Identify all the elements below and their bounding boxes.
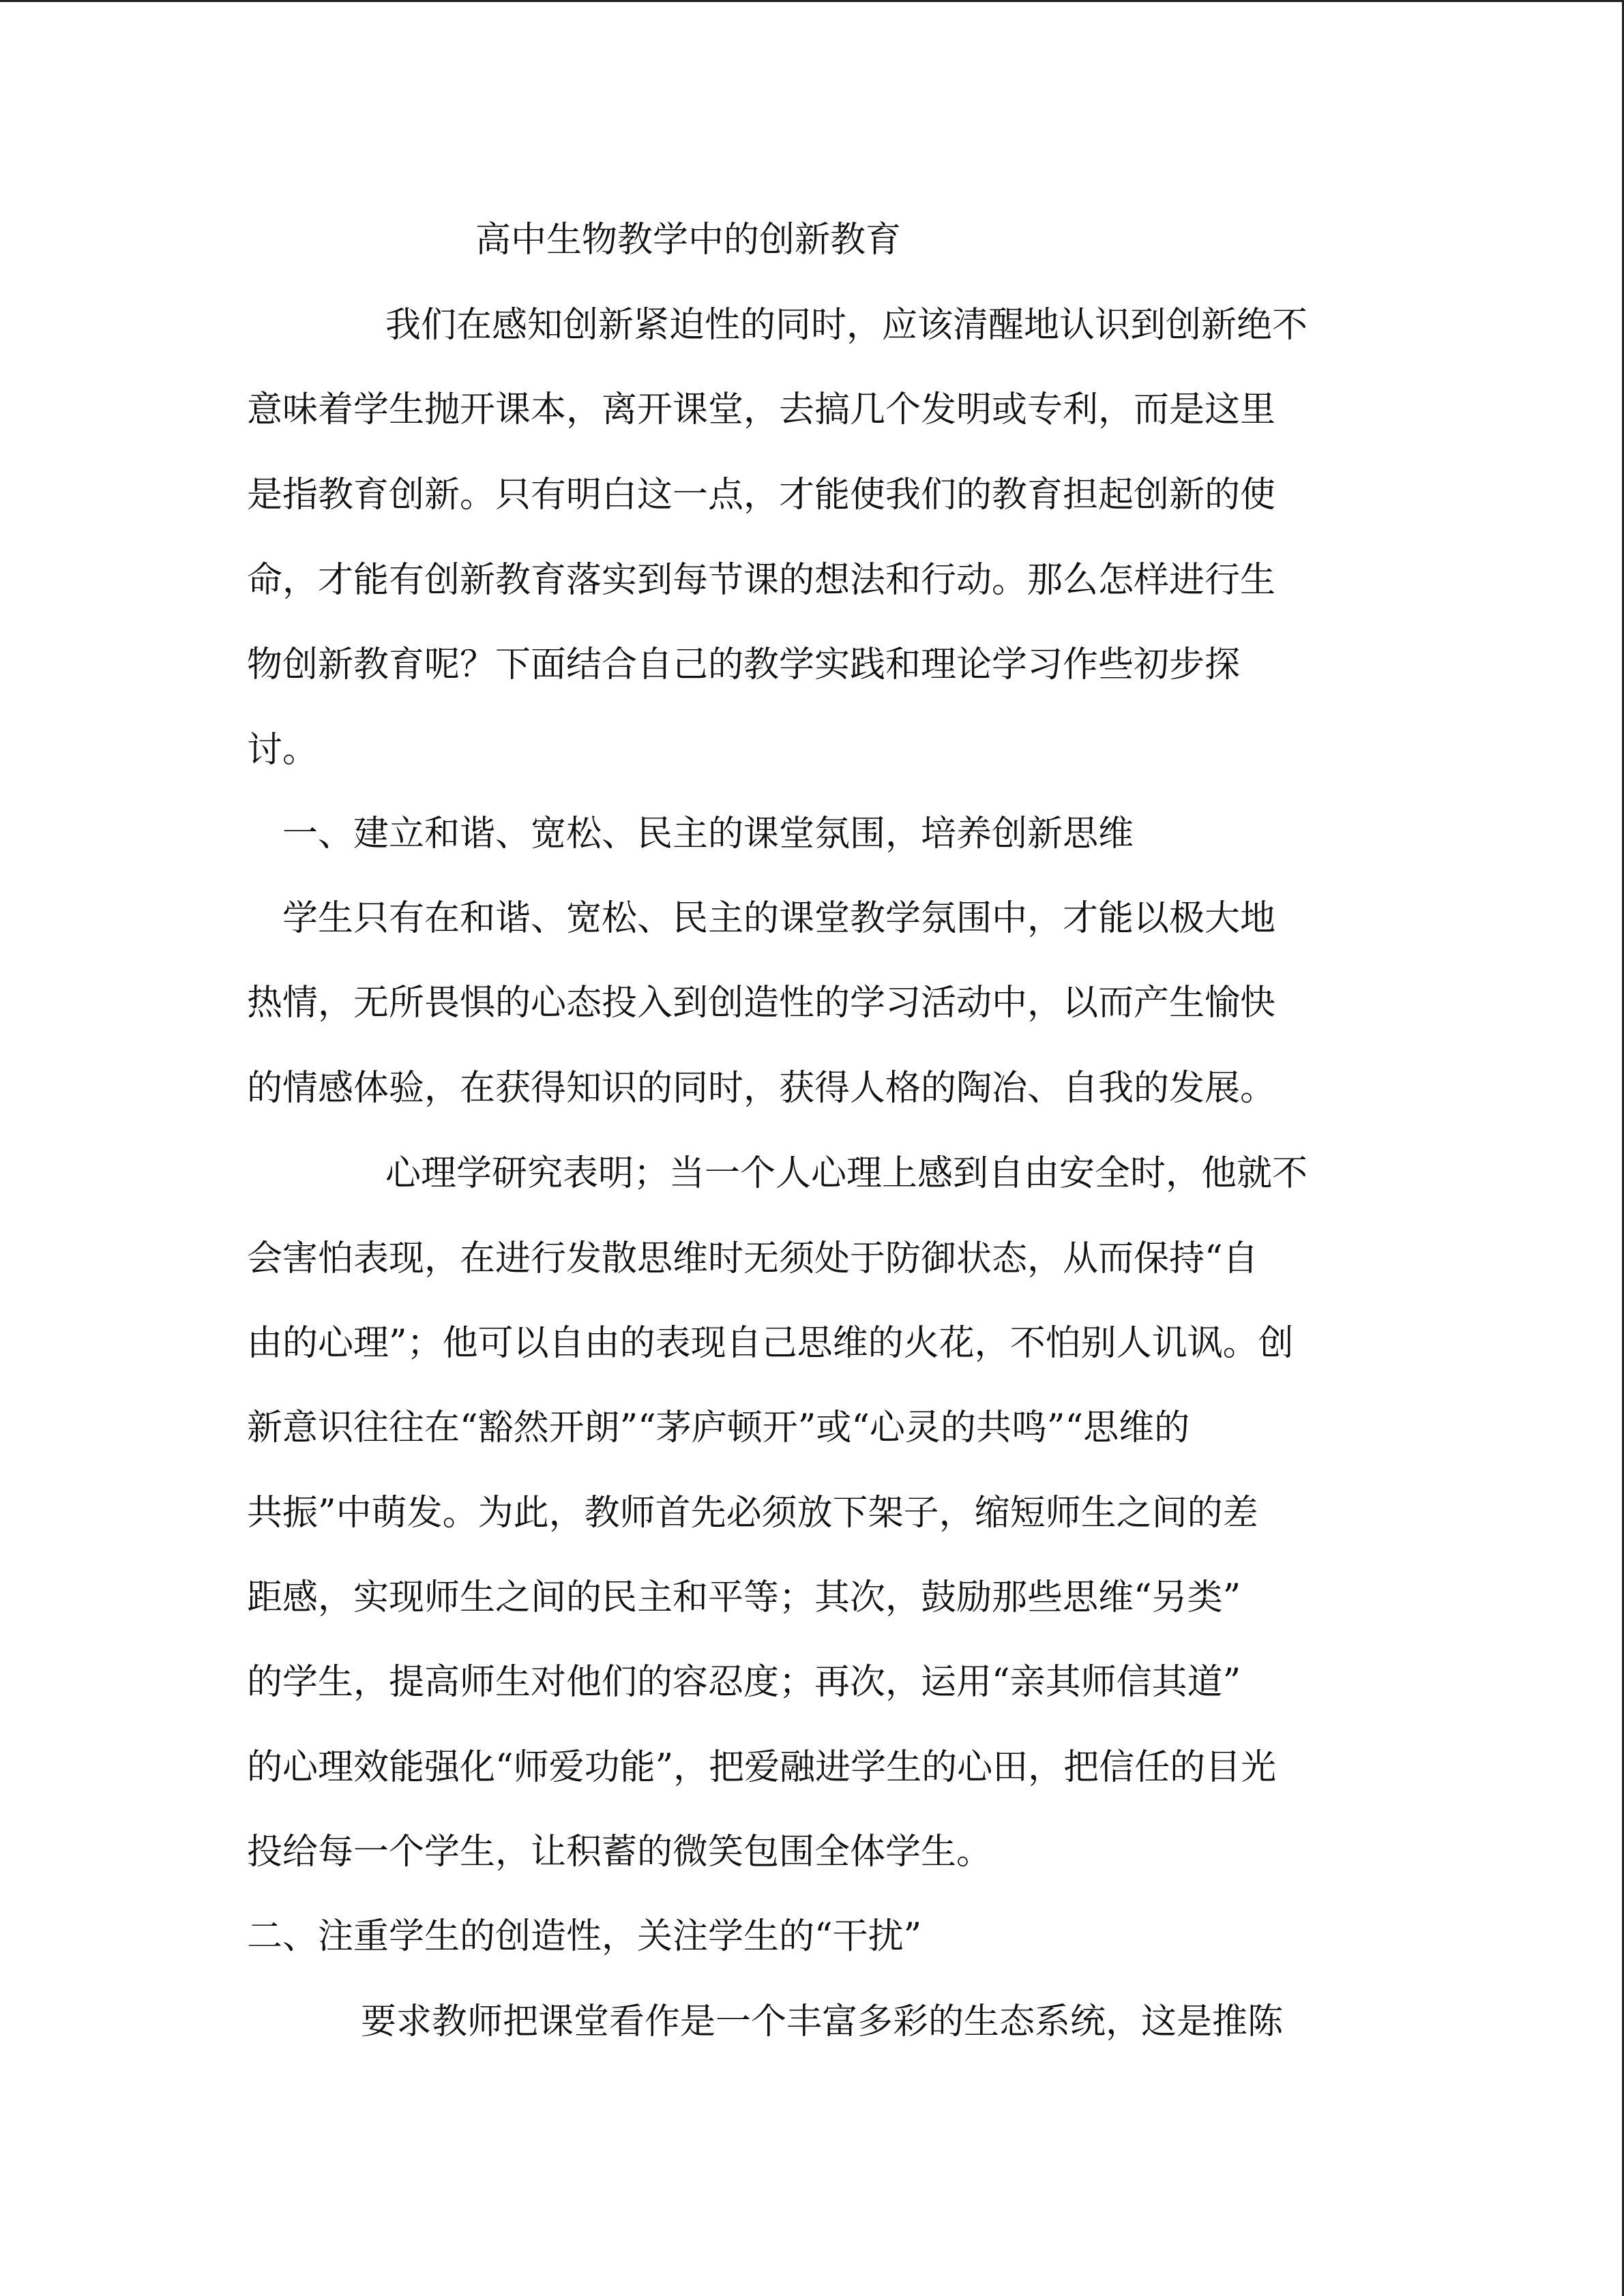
paragraph-line: 会害怕表现，在进行发散思维时无须处于防御状态，从而保持“自 (247, 1238, 1258, 1279)
paragraph-line: 的学生，提高师生对他们的容忍度；再次，运用“亲其师信其道” (247, 1662, 1241, 1703)
paragraph-line: 意味着学生抛开课本，离开课堂，去搞几个发明或专利，而是这里 (247, 389, 1276, 430)
paragraph-line: 命，才能有创新教育落实到每节课的想法和行动。那么怎样进行生 (247, 560, 1276, 601)
paragraph-line: 的心理效能强化“师爱功能”，把爱融进学生的心田，把信任的目光 (247, 1747, 1277, 1788)
paragraph-line: 热情，无所畏惧的心态投入到创造性的学习活动中，以而产生愉快 (247, 983, 1276, 1024)
paragraph-line: 学生只有在和谐、宽松、民主的课堂教学氛围中，才能以极大地 (282, 898, 1276, 939)
paragraph-line: 共振”中萌发。为此，教师首先必须放下架子，缩短师生之间的差 (247, 1493, 1258, 1534)
paragraph-line: 投给每一个学生，让积蓄的微笑包围全体学生。 (247, 1832, 992, 1873)
paragraph-line: 是指教育创新。只有明白这一点，才能使我们的教育担起创新的使 (247, 475, 1276, 516)
paragraph-line: 物创新教育呢？下面结合自己的教学实践和理论学习作些初步探 (247, 644, 1241, 685)
paragraph-line: 我们在感知创新紧迫性的同时，应该清醒地认识到创新绝不 (385, 305, 1308, 346)
paragraph-line: 距感，实现师生之间的民主和平等；其次，鼓励那些思维“另类” (247, 1577, 1241, 1618)
paragraph-line: 的情感体验，在获得知识的同时，获得人格的陶冶、自我的发展。 (247, 1068, 1276, 1109)
section-heading-1: 一、建立和谐、宽松、民主的课堂氛围，培养创新思维 (282, 814, 1134, 854)
paragraph-line: 由的心理”；他可以自由的表现自己思维的火花，不怕别人讥讽。创 (247, 1323, 1294, 1364)
document-title: 高中生物教学中的创新教育 (475, 220, 902, 260)
paragraph-line: 新意识往往在“豁然开朗”“茅庐顿开”或“心灵的共鸣”“思维的 (247, 1407, 1190, 1448)
paragraph-line: 讨。 (247, 730, 319, 771)
paragraph-line: 心理学研究表明；当一个人心理上感到自由安全时，他就不 (385, 1153, 1308, 1194)
section-heading-2: 二、注重学生的创造性，关注学生的“干扰” (247, 1916, 922, 1957)
paragraph-line: 要求教师把课堂看作是一个丰富多彩的生态系统，这是推陈 (361, 2001, 1284, 2042)
